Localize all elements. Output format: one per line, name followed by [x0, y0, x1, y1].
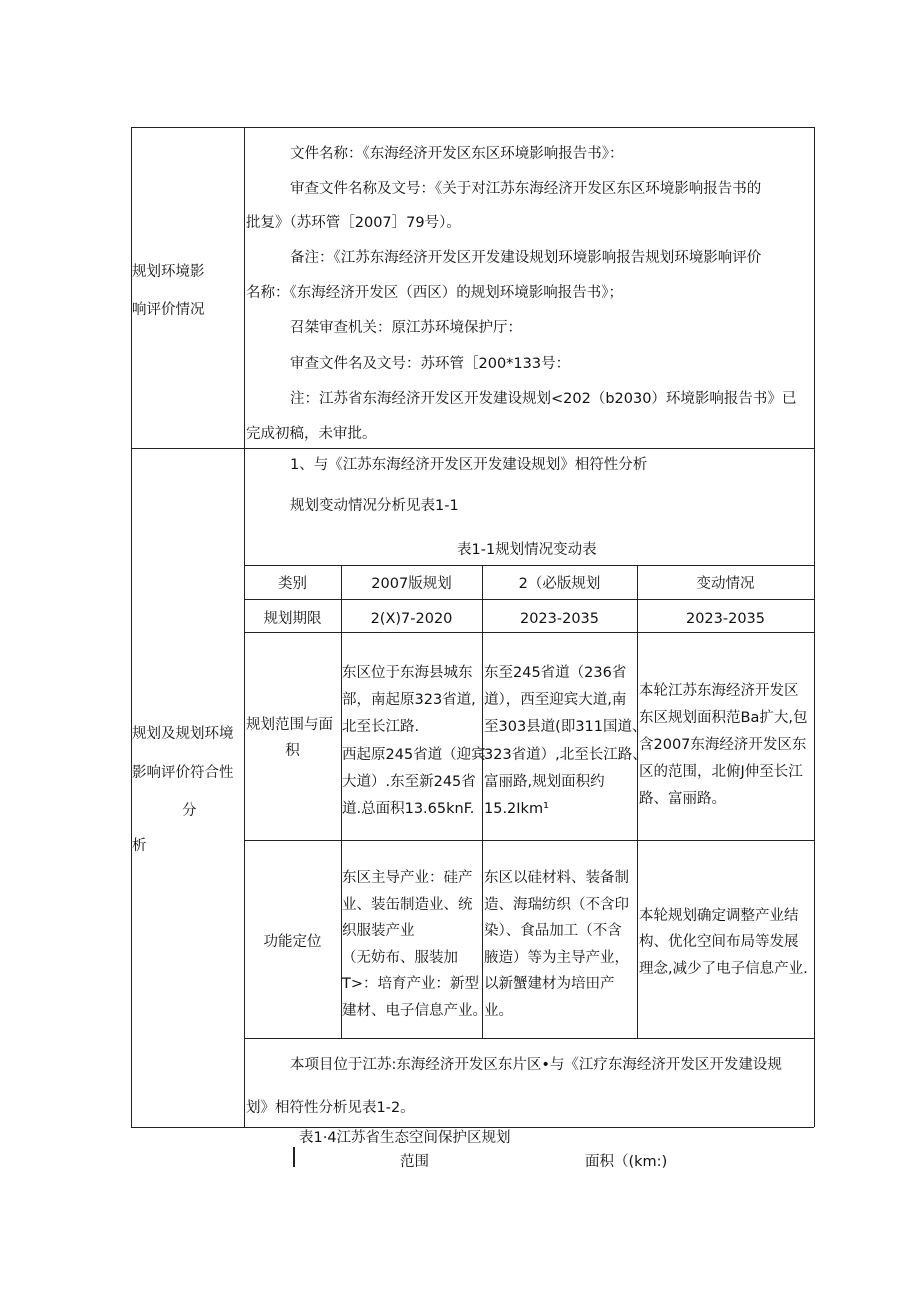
file-name-line: 文件名称：《东海经济开发区东区环境影响报告书》：: [290, 146, 624, 162]
func-2007-line-6: 建材、电子信息产业。: [342, 1003, 487, 1019]
outer-table-bottom-border: [131, 1127, 814, 1128]
func-label: 功能定位: [263, 934, 322, 950]
table-1-4-col-area: 面积（(km:): [585, 1154, 668, 1170]
review-doc-line-cont: 批复》（苏环管［2007］79号）。: [246, 215, 461, 231]
period-2007: 2(X)7-2020: [370, 611, 453, 627]
scope-change-line-4: 区的范围，北俯J伸至长江: [639, 764, 803, 780]
func-2023-line-2: 造、海瑞纺织（不含印: [484, 897, 629, 913]
func-change-line-3: 理念,减少了电子信息产业.: [639, 961, 808, 977]
note-line: 注：江苏省东海经济开发区开发建设规划<202（b2030）环境影响报告书》已: [290, 391, 797, 407]
func-2023-line-6: 业。: [484, 1003, 513, 1019]
func-2023-line-1: 东区以硅材料、装备制: [484, 870, 629, 886]
review-authority-line: 召桀审查机关：原江苏环境保护厅：: [290, 320, 522, 336]
scope-2007-line-5: 大道）.东至新245省: [342, 774, 476, 790]
header-plan-2023: 2（必版规划: [518, 576, 601, 592]
header-plan-2007: 2007版规划: [371, 576, 452, 592]
outer-table-top-border: [131, 127, 814, 128]
scope-2023-line-1: 东至245省道（236省: [484, 665, 627, 681]
header-change: 变动情况: [696, 576, 755, 592]
table-reference-text: 规划变动情况分析见表1-1: [290, 498, 459, 514]
scope-2023-line-6: 15.2Ikm¹: [484, 801, 549, 817]
inner-table-period-divider: [244, 632, 814, 633]
table-1-4-caption: 表1·4江苏省生态空间保护区规划: [299, 1130, 511, 1146]
remark-line: 备注：《江苏东海经济开发区开发建设规划环境影响报告规划环境影响评价: [290, 250, 762, 266]
inner-table-bottom-border: [244, 1038, 814, 1039]
table-1-1-caption: 表1-1规划情况变动表: [457, 542, 597, 558]
scope-2023-line-4: 323省道）,北至长江路、: [484, 747, 647, 763]
section2-label-line-4: 析: [132, 838, 147, 854]
inner-table-col3-divider: [637, 565, 638, 1038]
func-2007-line-4: （无妨布、服装加: [342, 950, 458, 966]
header-category: 类别: [278, 576, 307, 592]
closing-line-2: 划》相符性分析见表1-2。: [246, 1100, 415, 1116]
outer-table-right-border: [814, 127, 815, 1127]
table-1-4-col-scope: 范围: [400, 1154, 429, 1170]
func-2007-line-5: T>：培育产业：新型: [342, 976, 480, 992]
section2-label-line-1: 规划及规划环境: [132, 726, 234, 742]
review-doc-line: 审查文件名称及文号：《关于对江苏东海经济开发区东区环境影响报告书的: [290, 181, 762, 197]
section2-label-line-3: 分: [182, 803, 197, 819]
inner-table-top-border: [244, 565, 814, 566]
scope-change-line-2: 东区规划面积范Ba扩大,包: [639, 710, 808, 726]
note-line-cont: 完成初稿，未审批。: [246, 426, 377, 442]
scope-2007-line-2: 部，南起原323省道,: [342, 692, 476, 708]
func-change-line-2: 构、优化空间布局等发展: [639, 934, 799, 950]
period-2023: 2023-2035: [519, 611, 600, 627]
scope-label-line-2: 积: [285, 743, 300, 759]
scope-change-line-3: 含2007东海经济开发区东: [639, 737, 807, 753]
scope-2023-line-2: 道），西至迎宾大道,南: [484, 692, 627, 708]
scope-2023-line-5: 富丽路,规划面积约: [484, 774, 605, 790]
section1-label-line-2: 响评价情况: [132, 302, 205, 318]
section2-label-line-2: 影响评价符合性: [132, 765, 234, 781]
scope-2007-line-4: 西起原245省道（迎宾: [342, 747, 486, 763]
table-1-4-left-border: [293, 1147, 295, 1167]
func-2023-line-5: 以新蟹建材为培田产: [484, 976, 615, 992]
func-2007-line-1: 东区主导产业：硅产: [342, 870, 473, 886]
scope-2007-line-1: 东区位于东海县城东: [342, 665, 473, 681]
scope-label-line-1: 规划范围与面: [246, 717, 333, 733]
scope-change-line-1: 本轮江苏东海经济开发区: [639, 683, 799, 699]
review-number-line: 审查文件名及文号：苏环管［200*133号：: [290, 356, 571, 372]
scope-2007-line-3: 北至长江路.: [342, 719, 420, 735]
scope-2007-line-6: 道.总面积13.65knF.: [342, 801, 475, 817]
period-change: 2023-2035: [685, 611, 766, 627]
inner-table-header-divider: [244, 599, 814, 600]
compliance-heading: 1、与《江苏东海经济开发区开发建设规划》相符性分析: [290, 457, 648, 473]
func-2023-line-4: 腋造）等为主导产业，: [484, 950, 629, 966]
scope-change-line-5: 路、富丽路。: [639, 791, 726, 807]
remark-line-cont: 名称：《东海经济开发区（西区）的规划环境影响报告书》；: [246, 285, 623, 301]
closing-line-1: 本项目位于江苏:东海经济开发区东片区•与《江疗东海经济开发区开发建设规: [290, 1057, 782, 1073]
func-2007-line-2: 业、装缶制造业、统: [342, 897, 473, 913]
func-change-line-1: 本轮规划确定调整产业结: [639, 908, 799, 924]
section-divider: [131, 448, 814, 449]
section1-label-line-1: 规划环境影: [132, 264, 205, 280]
period-label: 规划期限: [263, 611, 322, 627]
scope-2023-line-3: 至303县道(即311国道、: [484, 719, 647, 735]
inner-table-col2-divider: [482, 565, 483, 1038]
inner-table-scope-divider: [244, 840, 814, 841]
func-2007-line-3: 织服装产业: [342, 923, 415, 939]
func-2023-line-3: 染）、食品加工（不含: [484, 923, 622, 939]
